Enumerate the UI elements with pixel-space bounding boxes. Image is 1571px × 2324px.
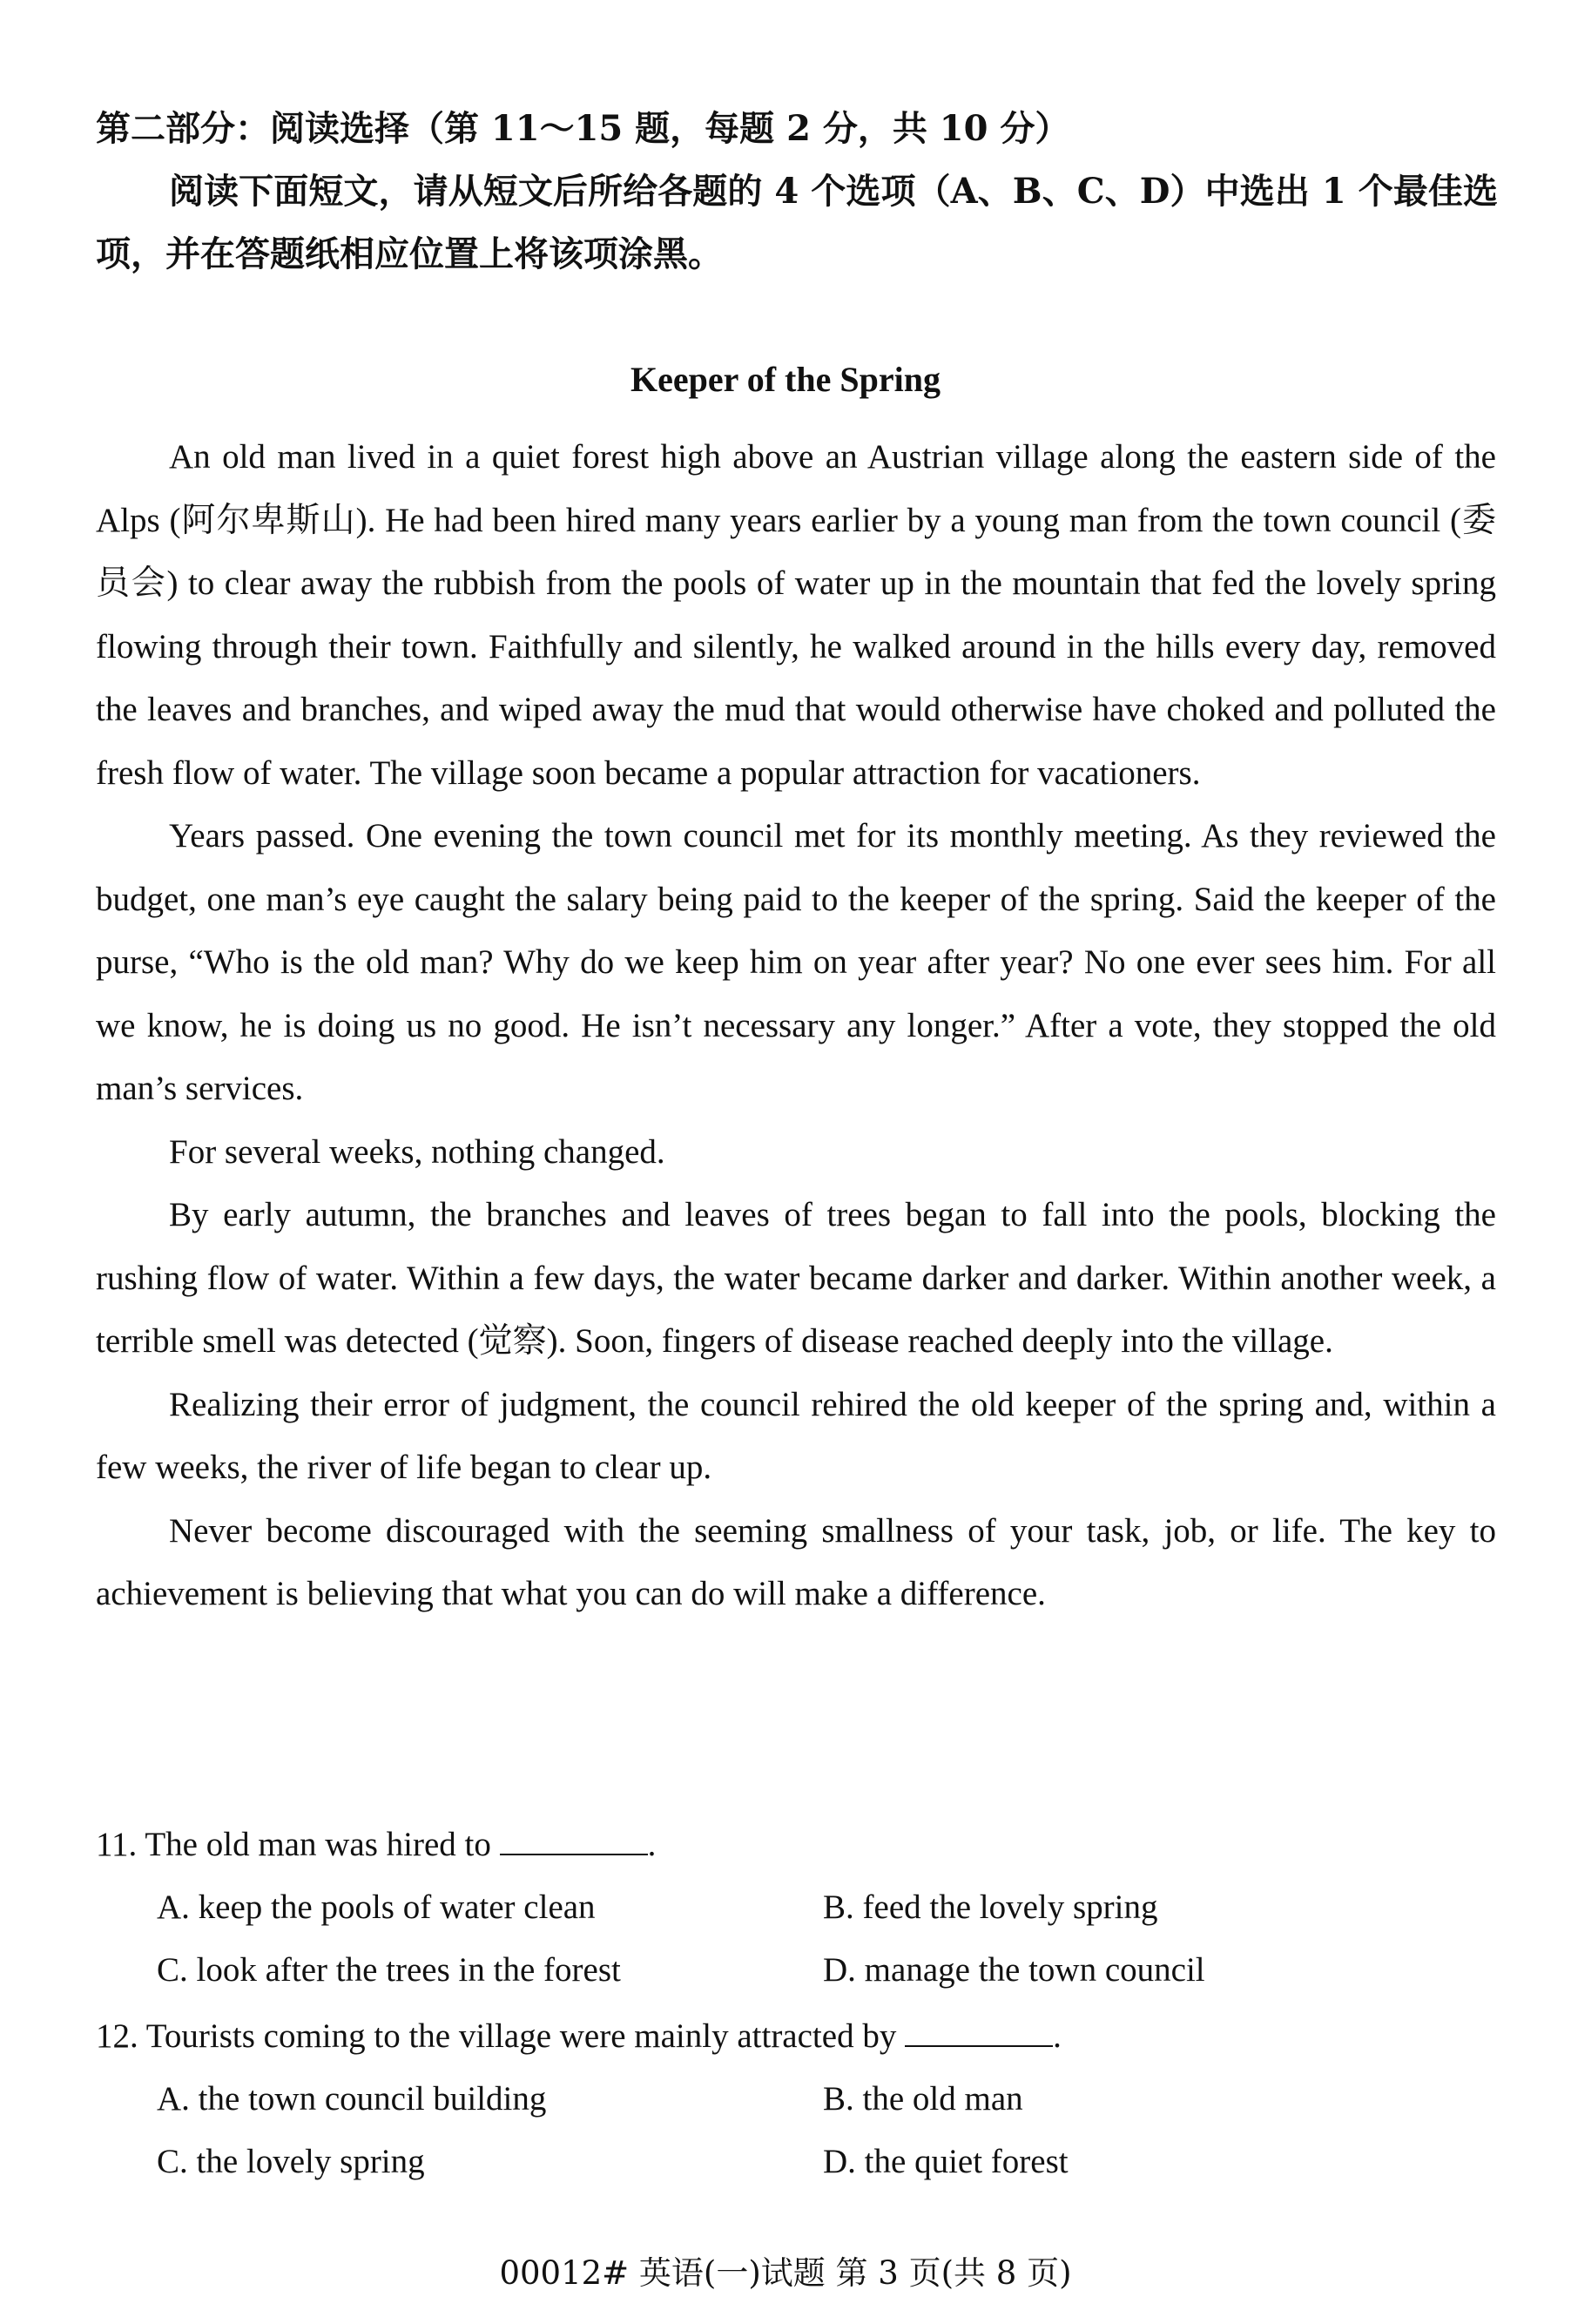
answer-blank: [905, 2014, 1053, 2047]
question-text: The old man was hired to: [145, 1826, 491, 1863]
passage-body: [96, 426, 1496, 1626]
option-letter: B.: [823, 1888, 854, 1926]
question-stem: [96, 1814, 1507, 1876]
option-c: [157, 1939, 823, 2002]
passage-paragraph: For several weeks, nothing changed.: [169, 1132, 665, 1171]
option-a: [157, 1876, 823, 1939]
option-c: [157, 2131, 823, 2193]
question-end: .: [647, 1826, 657, 1863]
option-text: feed the lovely spring: [862, 1888, 1158, 1926]
option-text: the old man: [862, 2080, 1023, 2118]
option-text: the quiet forest: [864, 2143, 1069, 2180]
option-b: [823, 2068, 1489, 2131]
question-end: .: [1053, 2017, 1062, 2055]
option-row: [96, 2131, 1507, 2193]
option-d: [823, 2131, 1489, 2193]
passage-paragraph: Years passed. One evening the town council met for its monthly meeting. As they reviewed the budget, one man’s eye caught the salary being paid to the keeper of the spring. Said the keeper of the purse, “Who is the old man? Why do we keep him on year after year? No one ever sees him. For all we know, he is doing us no good. He isn’t necessary any longer.” After a vote, they stopped the old man’s services.: [96, 817, 1496, 1107]
passage-paragraph: Never become discouraged with the seeming smallness of your task, job, or life. The key to achievement is believing that what you can do will make a difference.: [96, 1511, 1496, 1612]
option-letter: A.: [157, 2080, 190, 2118]
option-text: manage the town council: [864, 1951, 1205, 1989]
question-text: Tourists coming to the village were mainly attracted by: [145, 2017, 897, 2055]
question-number: 12.: [96, 2017, 138, 2055]
option-row: [96, 1876, 1507, 1939]
option-text: the town council building: [198, 2080, 547, 2118]
option-row: [96, 2068, 1507, 2131]
option-letter: D.: [823, 2143, 856, 2180]
instructions: 阅读下面短文，请从短文后所给各题的 4 个选项（A、B、C、D）中选出 1 个最佳选项，并在答题纸相应位置上将该项涂黑。: [96, 171, 1498, 274]
option-text: the lovely spring: [196, 2143, 425, 2180]
option-letter: A.: [157, 1888, 190, 1926]
option-letter: B.: [823, 2080, 854, 2118]
passage-paragraph: An old man lived in a quiet forest high above an Austrian village along the eastern side of the Alps (阿尔卑斯山). He had been hired many years earlier by a young man from the town council (委员会) to clear away the rubbish from the pools of water up in the mountain that fed the lovely spring flowing through their town. Faithfully and silently, he walked around in the hills every day, removed the leaves and branches, and wiped away the mud that would otherwise have choked and polluted the fresh flow of water. The village soon became a popular attraction for vacationers.: [96, 438, 1496, 792]
passage-title: Keeper of the Spring: [630, 360, 941, 399]
option-text: look after the trees in the forest: [196, 1951, 621, 1989]
option-letter: C.: [157, 1951, 188, 1989]
option-b: [823, 1876, 1489, 1939]
question-12: [96, 2005, 1507, 2193]
question-11: [96, 1814, 1507, 2002]
passage-paragraph: Realizing their error of judgment, the council rehired the old keeper of the spring and, within a few weeks, the river of life began to clear up.: [96, 1385, 1496, 1486]
page-footer: 00012# 英语(一)试题 第 3 页(共 8 页): [499, 2254, 1072, 2292]
option-letter: D.: [823, 1951, 856, 1989]
passage-paragraph: By early autumn, the branches and leaves of trees began to fall into the pools, blocking the rushing flow of water. Within a few days, the water became darker and darker. Within another week, a terrible smell was detected (觉察). Soon, fingers of disease reached deeply into the village.: [96, 1196, 1496, 1360]
section-header: 第二部分：阅读选择（第 11～15 题，每题 2 分，共 10 分）: [96, 108, 1070, 149]
option-d: [823, 1939, 1489, 2002]
answer-blank: [500, 1822, 648, 1855]
option-row: [96, 1939, 1507, 2002]
question-number: 11.: [96, 1826, 138, 1863]
option-a: [157, 2068, 823, 2131]
question-stem: [96, 2005, 1507, 2068]
option-text: keep the pools of water clean: [198, 1888, 596, 1926]
option-letter: C.: [157, 2143, 188, 2180]
